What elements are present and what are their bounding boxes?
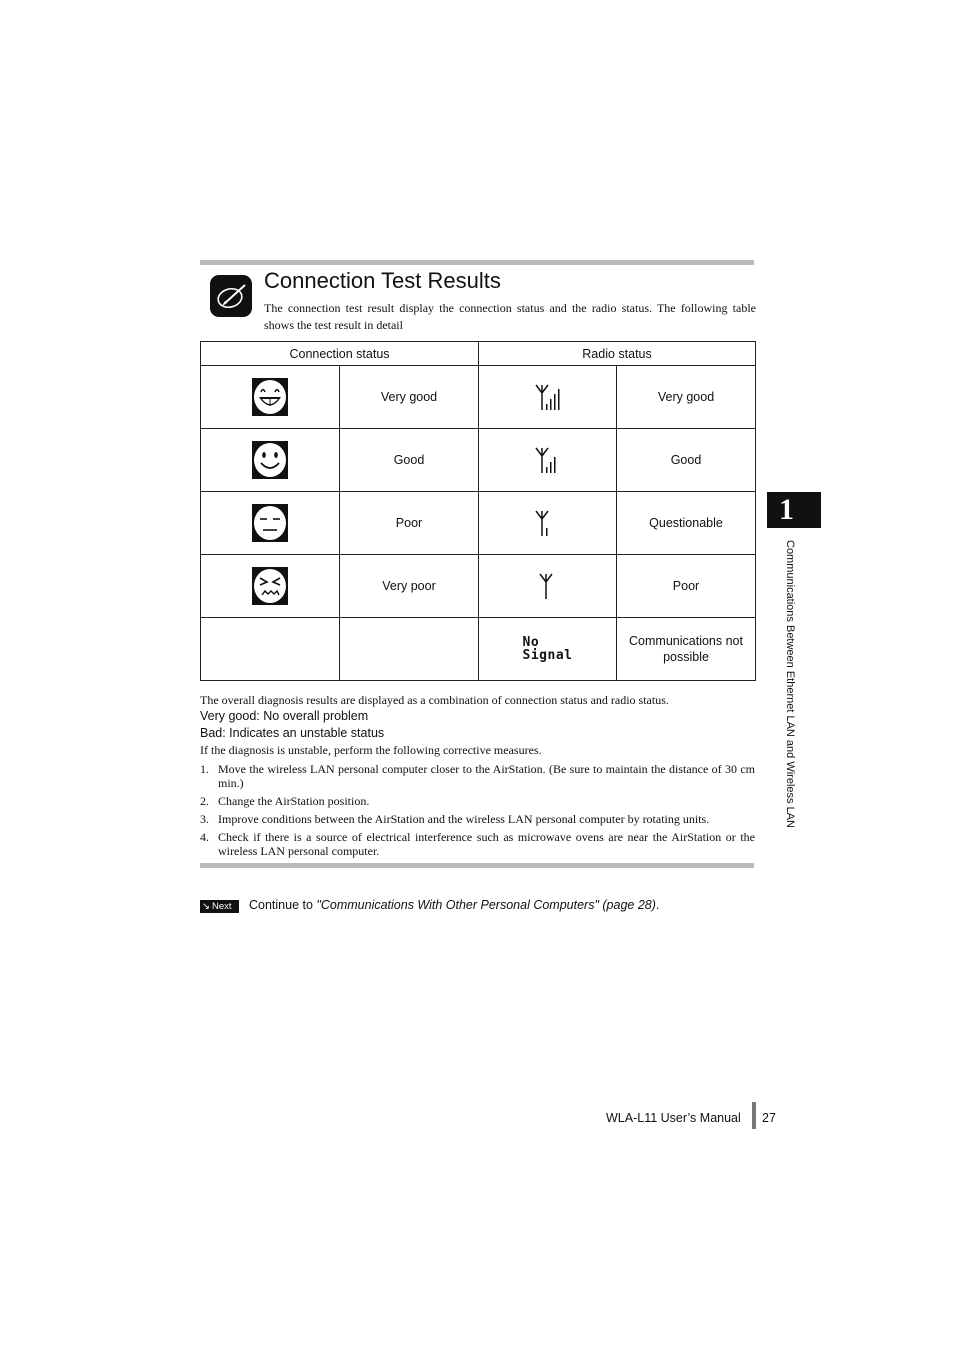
- chapter-title-vertical: Communications Between Ethernet LAN and Wireless LAN: [784, 540, 796, 828]
- list-item: [200, 812, 755, 827]
- list-item-number: 1.: [200, 762, 209, 776]
- table-row: [201, 492, 756, 555]
- diagnosis-bad: Bad: Indicates an unstable status: [200, 726, 385, 740]
- connection-icon-cell: [201, 366, 340, 429]
- chapter-number: 1: [779, 493, 794, 526]
- continue-text: [249, 898, 659, 912]
- antenna-three-bars-icon: [533, 444, 563, 476]
- table-row: [201, 618, 756, 681]
- header-radio-status: Radio status: [479, 342, 756, 366]
- list-item-text: Move the wireless LAN personal computer closer to the AirStation. (Be sure to maintain the distance of 30 cm min.): [218, 762, 755, 790]
- diagnosis-unstable: If the diagnosis is unstable, perform the following corrective measures.: [200, 743, 542, 757]
- connection-label: Poor: [340, 492, 479, 555]
- footer-manual-title: WLA-L11 User’s Manual: [606, 1111, 741, 1125]
- section-title: Connection Test Results: [264, 268, 501, 293]
- list-item: [200, 762, 755, 792]
- no-signal-text-no: No: [522, 635, 540, 650]
- diagnosis-very-good: Very good: No overall problem: [200, 709, 369, 723]
- connection-label: Very poor: [340, 555, 479, 618]
- connection-icon-cell: [201, 555, 340, 618]
- radio-icon-cell: [479, 429, 617, 492]
- antenna-four-bars-icon: [533, 381, 563, 413]
- radio-label: Questionable: [617, 492, 756, 555]
- connection-icon-cell: [201, 429, 340, 492]
- radio-label: Communications not possible: [617, 618, 756, 681]
- radio-icon-cell: [479, 492, 617, 555]
- results-table: [200, 341, 756, 681]
- top-divider: [200, 260, 754, 265]
- very-poor-face-icon: [252, 567, 288, 605]
- list-item-text: Check if there is a source of electrical interference such as microwave ovens are near the AirStation or the wireless LAN personal computer.: [218, 830, 755, 858]
- connection-label: Very good: [340, 366, 479, 429]
- note-pencil-icon: [210, 275, 252, 317]
- very-good-face-icon: [252, 378, 288, 416]
- connection-icon-cell-empty: [201, 618, 340, 681]
- radio-icon-cell: [479, 366, 617, 429]
- diagnosis-summary: The overall diagnosis results are displayed as a combination of connection status and radio status.: [200, 693, 669, 707]
- list-item-number: 2.: [200, 794, 209, 808]
- poor-face-icon: [252, 504, 288, 542]
- radio-label: Good: [617, 429, 756, 492]
- bottom-divider: [200, 863, 754, 868]
- connection-icon-cell: [201, 492, 340, 555]
- list-item-text: Improve conditions between the AirStation and the wireless LAN personal computer by rotating units.: [218, 812, 710, 826]
- radio-icon-cell: [479, 555, 617, 618]
- list-item-number: 3.: [200, 812, 209, 826]
- continue-link[interactable]: "Communications With Other Personal Computers" (page 28): [316, 898, 656, 912]
- connection-label: Good: [340, 429, 479, 492]
- page-number: 27: [762, 1111, 776, 1125]
- antenna-no-bar-icon: [533, 570, 563, 602]
- connection-label-empty: [340, 618, 479, 681]
- next-arrow-icon: ↘: [202, 901, 210, 912]
- table-row: [201, 366, 756, 429]
- radio-label: Very good: [617, 366, 756, 429]
- table-row: [201, 429, 756, 492]
- good-face-icon: [252, 441, 288, 479]
- table-row: [201, 555, 756, 618]
- no-signal-icon: [523, 636, 573, 662]
- header-connection-status: Connection status: [201, 342, 479, 366]
- table-header-row: [201, 342, 756, 366]
- section-intro: The connection test result display the connection status and the radio status. The following table shows the test result in detail: [264, 301, 756, 332]
- list-item: [200, 830, 755, 860]
- list-item-number: 4.: [200, 830, 209, 844]
- radio-icon-cell: [479, 618, 617, 681]
- no-signal-text-signal: Signal: [522, 648, 573, 663]
- next-badge-label: Next: [212, 901, 232, 912]
- list-item-text: Change the AirStation position.: [218, 794, 370, 808]
- footer-divider: [752, 1102, 756, 1129]
- next-badge: [200, 900, 239, 913]
- continue-suffix: .: [655, 898, 660, 912]
- continue-prefix: Continue to: [249, 898, 317, 912]
- chapter-tab: [767, 492, 821, 528]
- list-item: [200, 794, 755, 809]
- antenna-one-bar-icon: [533, 507, 563, 539]
- radio-label: Poor: [617, 555, 756, 618]
